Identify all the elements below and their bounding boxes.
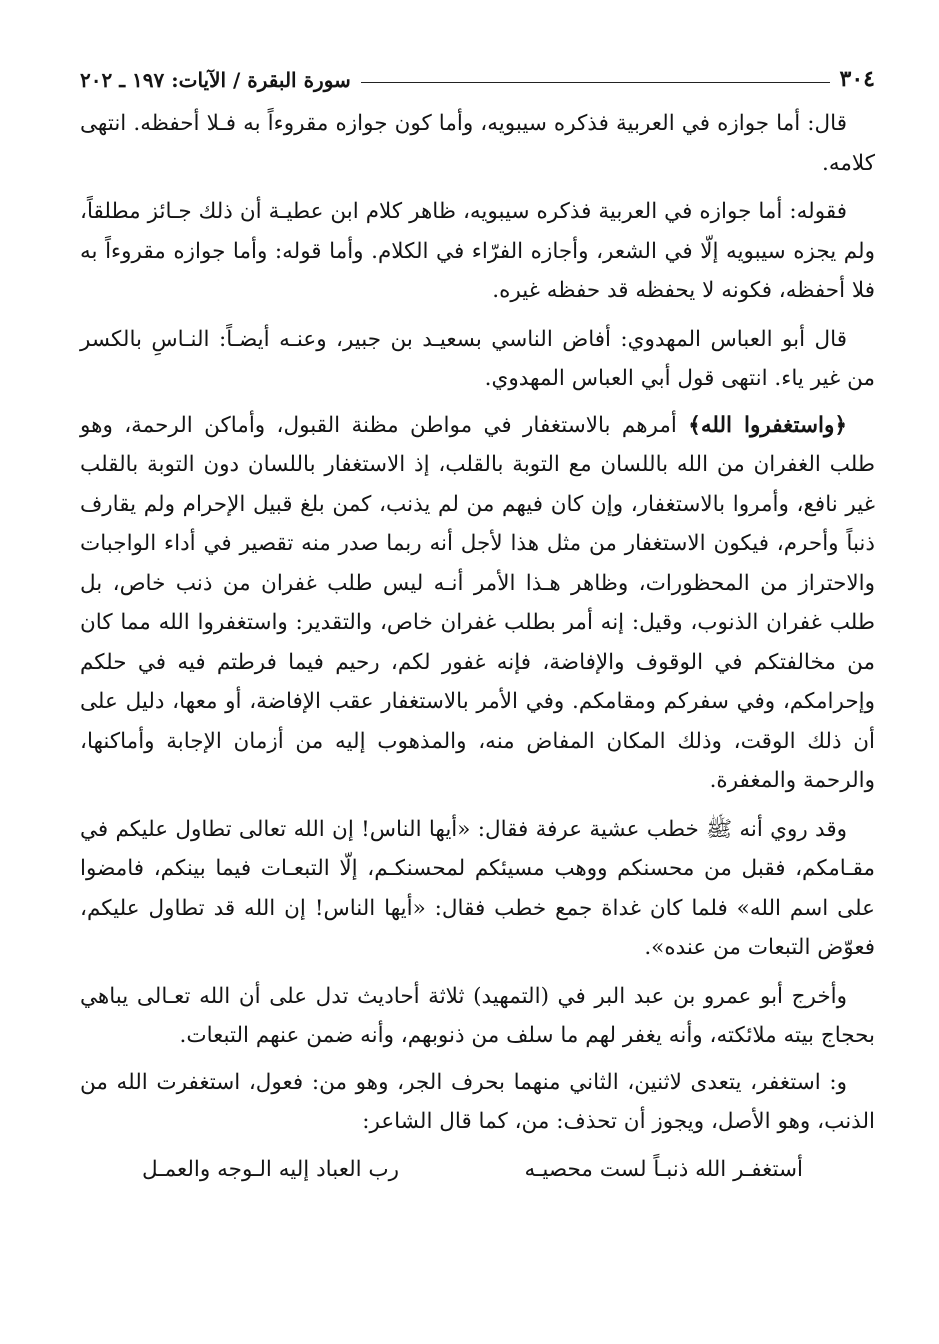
paragraph-4 (80, 406, 875, 801)
verse-second-hemistich: رب العباد إليه الـوجه والعمـل (142, 1156, 400, 1182)
running-title: سورة البقرة / الآيات: ١٩٧ ـ ٢٠٢ (80, 68, 351, 92)
paragraph-3: قال أبو العباس المهدوي: أفاض الناسي بسعيـد بن جبير، وعنـه أيضـاً: النـاسِ بالكسر من غير ياء. انتهى قول أبي العباس المهدوي. (80, 326, 875, 391)
page-header (80, 58, 875, 92)
paragraph-2: فقوله: أما جوازه في العربية فذكره سيبويه، ظاهر كلام ابن عطيـة أن ذلك جـائز مطلقاً، ولم يجزه سيبويه إلّا في الشعر، وأجازه الفرّاء في الكلام. وأما قوله: وأما جوازه مقروءاً به فلا أحفظه، فكونه لا يحفظه قد حفظه غيره. (80, 199, 875, 303)
paragraph-5: وقد روي أنه ﷺ خطب عشية عرفة فقال: «أيها الناس! إن الله تعالى تطاول عليكم في مقـامكم، فقبل من محسنكم ووهب مسيئكم لمحسنكـم، إلّا التبعـات فيما بينكم، فامضوا على اسم الله» فلما كان غداة جمع خطب فقال: «أيها الناس! إن الله قد تطاول عليكم، فعوّض التبعات من عنده». (80, 816, 875, 960)
header-rule (361, 82, 830, 83)
book-page (80, 58, 875, 1190)
page-number: ٣٠٤ (839, 66, 875, 92)
paragraph-1: قال: أما جوازه في العربية فذكره سيبويه، وأما كون جوازه مقروءاً به فـلا أحفظه. انتهى كلامه. (80, 111, 875, 176)
poetry-verse (80, 1150, 875, 1190)
verse-first-hemistich: أستغفـر الله ذنبـاً لست محصيـه (524, 1156, 803, 1182)
paragraph-7: و: استغفر، يتعدى لاثنين، الثاني منهما بحرف الجر، وهو من: فعول، استغفرت الله من الذنب، وهو الأصل، ويجوز أن تحذف: من، كما قال الشاعر: (80, 1069, 875, 1134)
paragraph-6: وأخرج أبو عمرو بن عبد البر في (التمهيد) ثلاثة أحاديث تدل على أن الله تعـالى يباهي بحجاج بيته ملائكته، وأنه يغفر لهم ما سلف من ذنوبهم، وأنه ضمن عنهم التبعات. (80, 983, 875, 1048)
quranic-phrase: ﴿واستغفروا الله﴾ (688, 412, 847, 438)
paragraph-4-text: أمرهم بالاستغفار في مواطن مظنة القبول، وأماكن الرحمة، وهو طلب الغفران من الله باللسان مع التوبة بالقلب، إذ الاستغفار باللسان دون التوبة بالقلب غير نافع، وأمروا بالاستغفار، وإن كان فيهم من لم يذنب، كمن بلغ قبيل الإحرام ولم يقارف ذنباً وأحرم، فيكون الاستغفار من مثل هذا لأجل أنه ربما صدر منه تقصير في أداء الواجبات والاحتراز من المحظورات، وظاهر هـذا الأمر أنـه ليس طلب غفران من ذنب خاص، بل طلب غفران الذنوب، وقيل: إنه أمر بطلب غفران خاص، والتقدير: واستغفروا الله مما كان من مخالفتكم في الوقوف والإفاضة، فإنه غفور لكم، رحيم فيما فرطتم فيه في حلكم وإحرامكم، وفي سفركم ومقامكم. وفي الأمر بالاستغفار عقب الإفاضة، أو معها، دليل على أن ذلك الوقت، وذلك المكان المفاض منه، والمذهوب إليه من أزمان الإجابة وأماكنها، والرحمة والمغفرة. (80, 412, 875, 793)
